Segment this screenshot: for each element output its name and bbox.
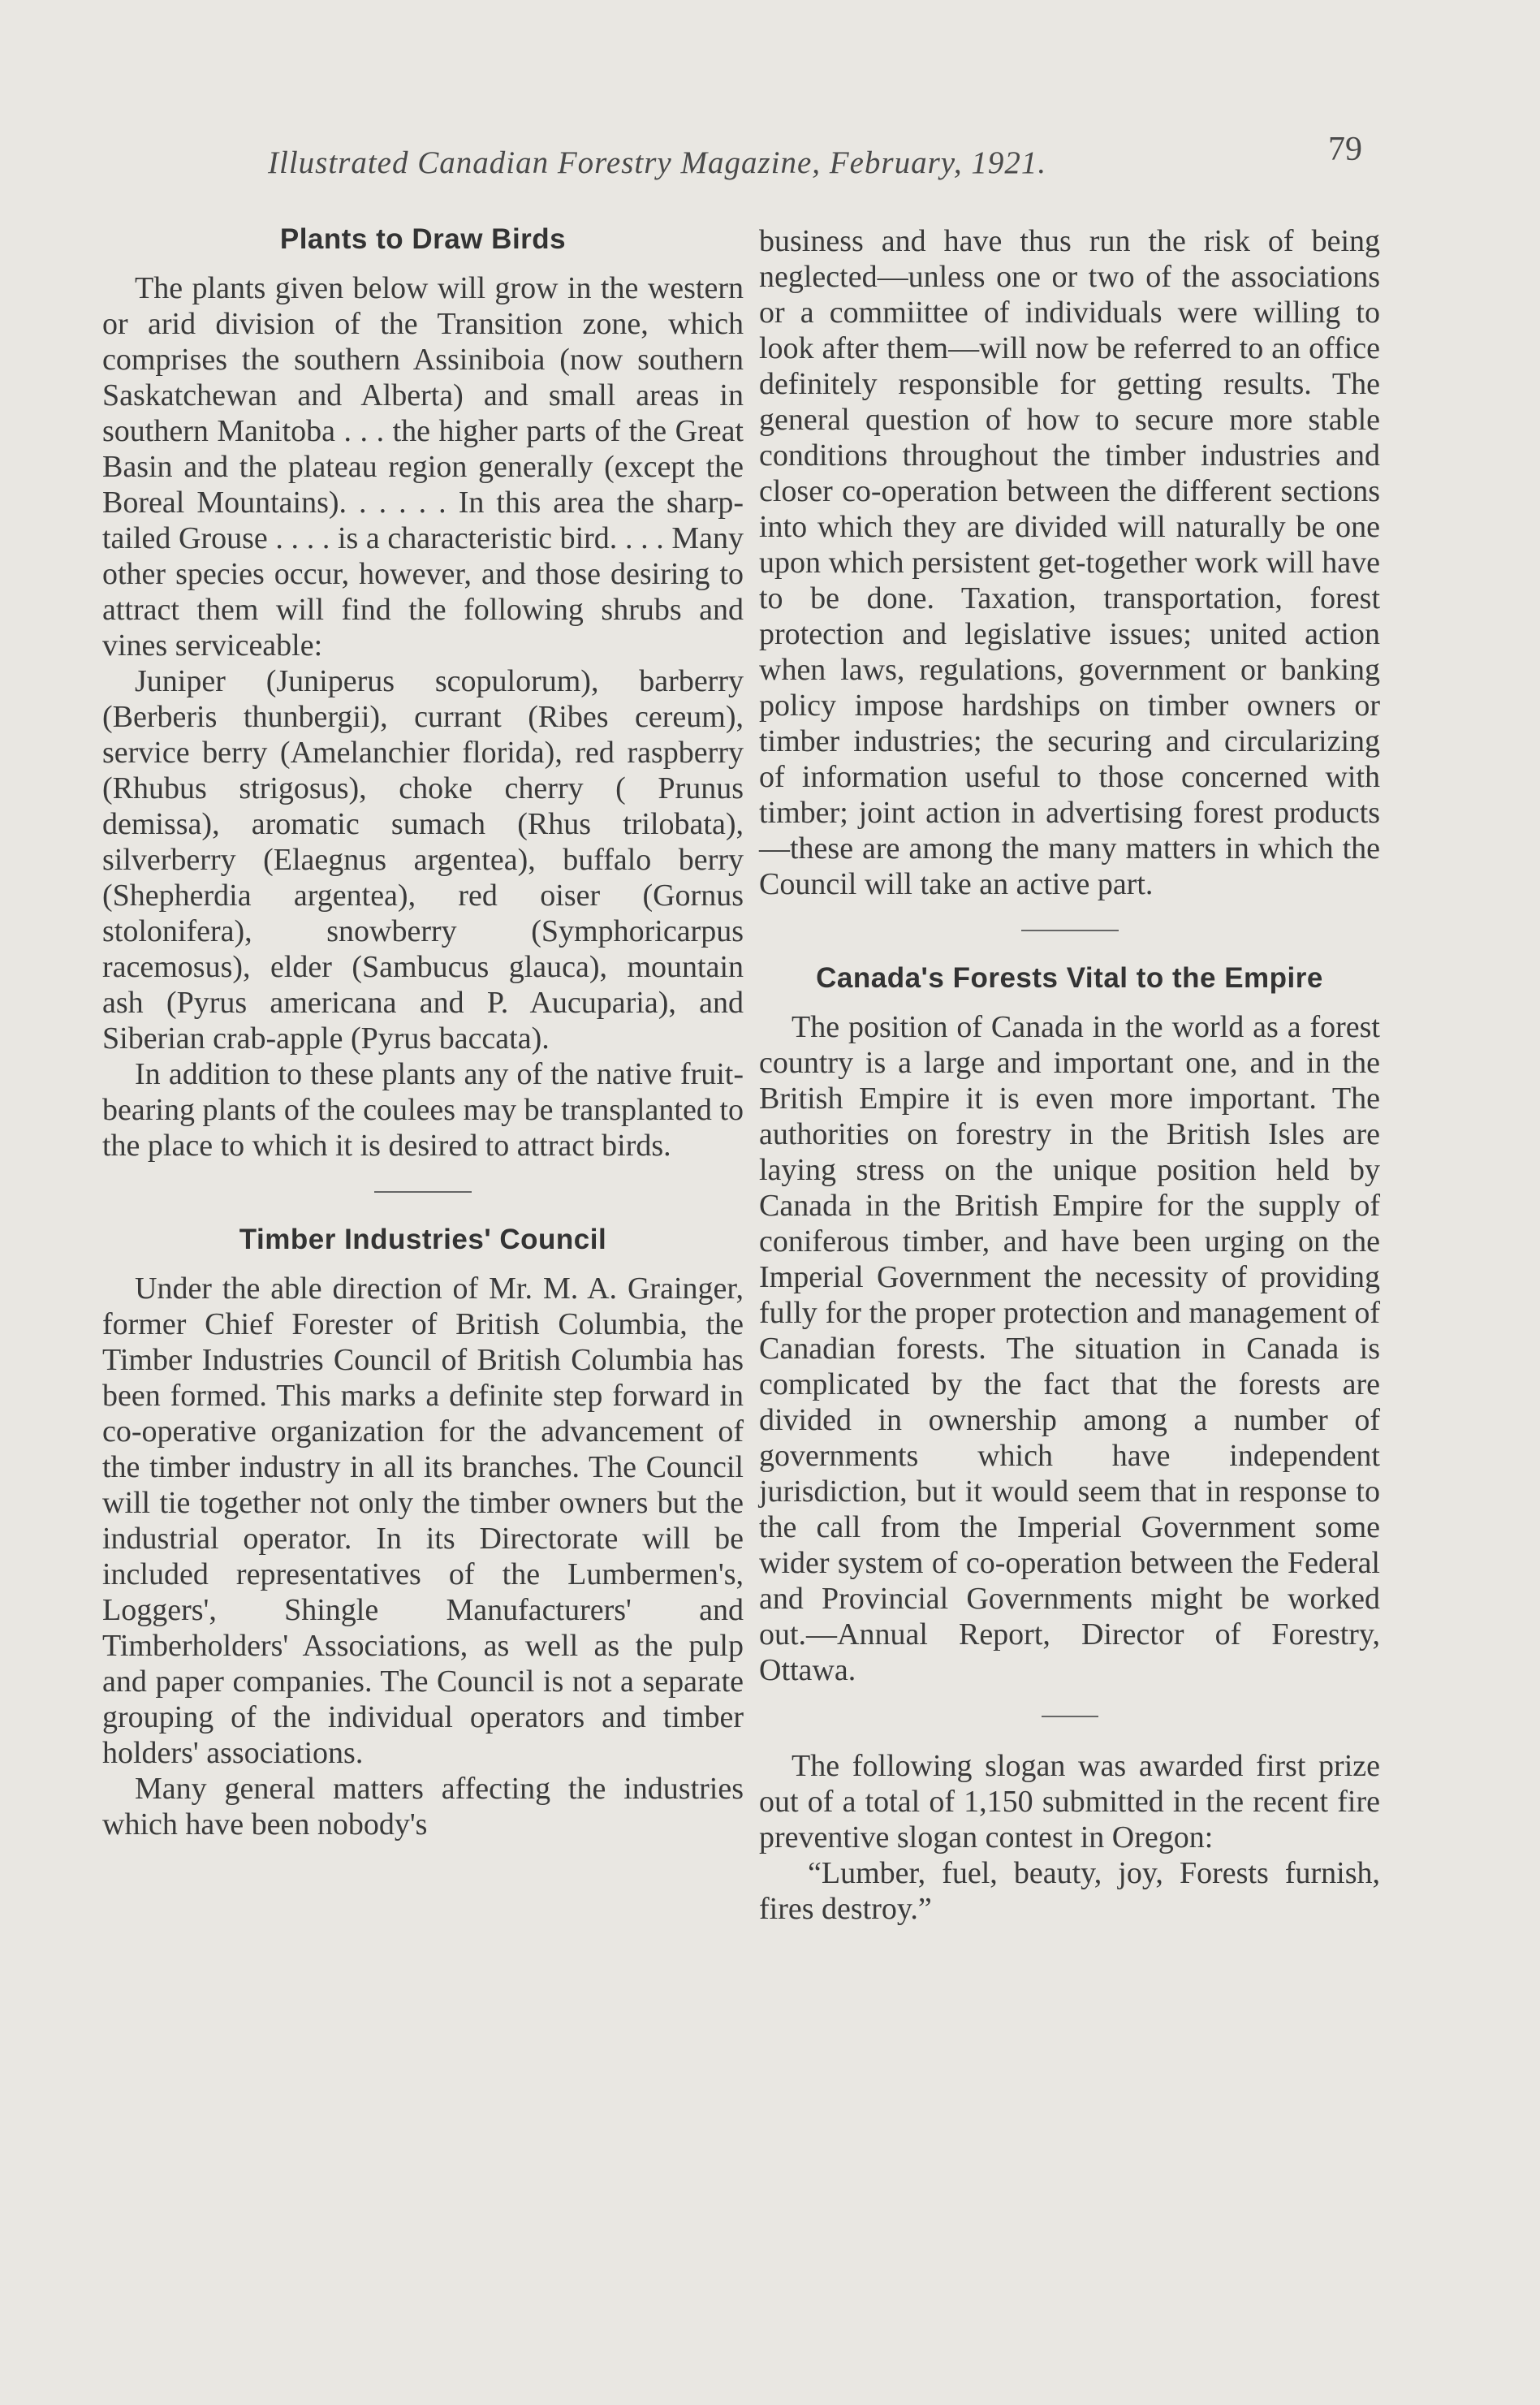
- paragraph: In addition to these plants any of the native fruit-bearing plants of the coulees may be transplanted to the place to which it is desired to attract birds.: [102, 1057, 744, 1163]
- slogan-quote: “Lumber, fuel, beauty, joy, Forests furnish, fires destroy.”: [759, 1856, 1380, 1926]
- paragraph: Juniper (Juniperus scopulorum), barberry (Berberis thunbergii), currant (Ribes cereum), service berry (Amelanchier florida), red raspberry (Rhubus strigosus), choke cherry ( Prunus demissa), aromatic sumach (Rhus trilobata), silverberry (Elaegnus argentea), buffalo berry (Shepherdia argentea), red oiser (Gornus stolonifera), snowberry (Symphoricarpus racemosus), elder (Sambucus glauca), mountain ash (Pyrus americana and P. Aucuparia), and Siberian crab-apple (Pyrus baccata).: [102, 664, 744, 1056]
- article-canadas-forests-vital: [759, 962, 1380, 1688]
- paragraph: The plants given below will grow in the western or arid division of the Transition zone, which comprises the southern Assiniboia (now southern Saskatchewan and Alberta) and small areas in southern Manitoba . . . the higher parts of the Great Basin and the plateau region generally (except the Boreal Mountains). . . . . . In this area the sharp-tailed Grouse . . . . is a characteristic bird. . . . Many other species occur, however, and those desiring to attract them will find the following shrubs and vines serviceable:: [102, 271, 744, 663]
- section-divider: [1021, 930, 1119, 931]
- article-title: Timber Industries' Council: [239, 1224, 607, 1255]
- page-number: 79: [1328, 131, 1362, 168]
- paragraph: Many general matters affecting the industries which have been nobody's: [102, 1772, 744, 1842]
- paragraph: Under the able direction of Mr. M. A. Grainger, former Chief Forester of British Columbia, the Timber Industries Council of British Columbia has been formed. This marks a definite step forward in co-operative organization for the advancement of the timber industry in all its branches. The Council will tie together not only the timber owners but the industrial operator. In its Directorate will be included representatives of the Lumbermen's, Loggers', Shingle Manufacturers' and Timberholders' Associations, as well as the pulp and paper companies. The Council is not a separate grouping of the individual operators and timber holders' associations.: [102, 1272, 744, 1770]
- article-timber-industries-council: [102, 1224, 744, 1842]
- article-plants-to-draw-birds: [102, 223, 744, 1164]
- paragraph-continuation: business and have thus run the risk of being neglected—unless one or two of the associations or a commiittee of individuals were willing to look after them—will now be referred to an office definitely responsible for getting results. The general question of how to secure more stable conditions throughout the timber industries and closer co-operation between the different sections into which they are divided will naturally be one upon which persistent get-together work will have to be done. Taxation, transportation, forest protection and legislative issues; united action when laws, regulations, government or banking policy impose hardships on timber owners or timber industries; the securing and circularizing of information useful to those concerned with timber; joint action in advertising forest products—these are among the many matters in which the Council will take an active part.: [759, 224, 1380, 901]
- section-divider: [374, 1191, 472, 1193]
- running-title: Illustrated Canadian Forestry Magazine, February, 1921.: [268, 145, 1047, 180]
- paragraph: The position of Canada in the world as a forest country is a large and important one, and in the British Empire it is even more important. The authorities on forestry in the British Isles are laying stress on the unique position held by Canada in the British Empire for the supply of coniferous timber, and have been urging on the Imperial Government the necessity of providing fully for the proper protection and management of Canadian forests. The situation in Canada is complicated by the fact that the forests are divided in ownership among a number of governments which have independent jurisdiction, but it would seem that in response to the call from the Imperial Government some wider system of co-operation between the Federal and Provincial Governments might be worked out.—Annual Report, Director of Forestry, Ottawa.: [759, 1010, 1380, 1687]
- article-slogan: [759, 1748, 1380, 1927]
- paragraph: The following slogan was awarded first prize out of a total of 1,150 submitted in the recent fire preventive slogan contest in Oregon:: [759, 1749, 1380, 1854]
- left-column: [102, 223, 744, 1842]
- article-title: Plants to Draw Birds: [279, 223, 567, 255]
- article-title: Canada's Forests Vital to the Empire: [816, 962, 1323, 994]
- section-divider: [1042, 1716, 1098, 1717]
- right-column: [759, 223, 1380, 1927]
